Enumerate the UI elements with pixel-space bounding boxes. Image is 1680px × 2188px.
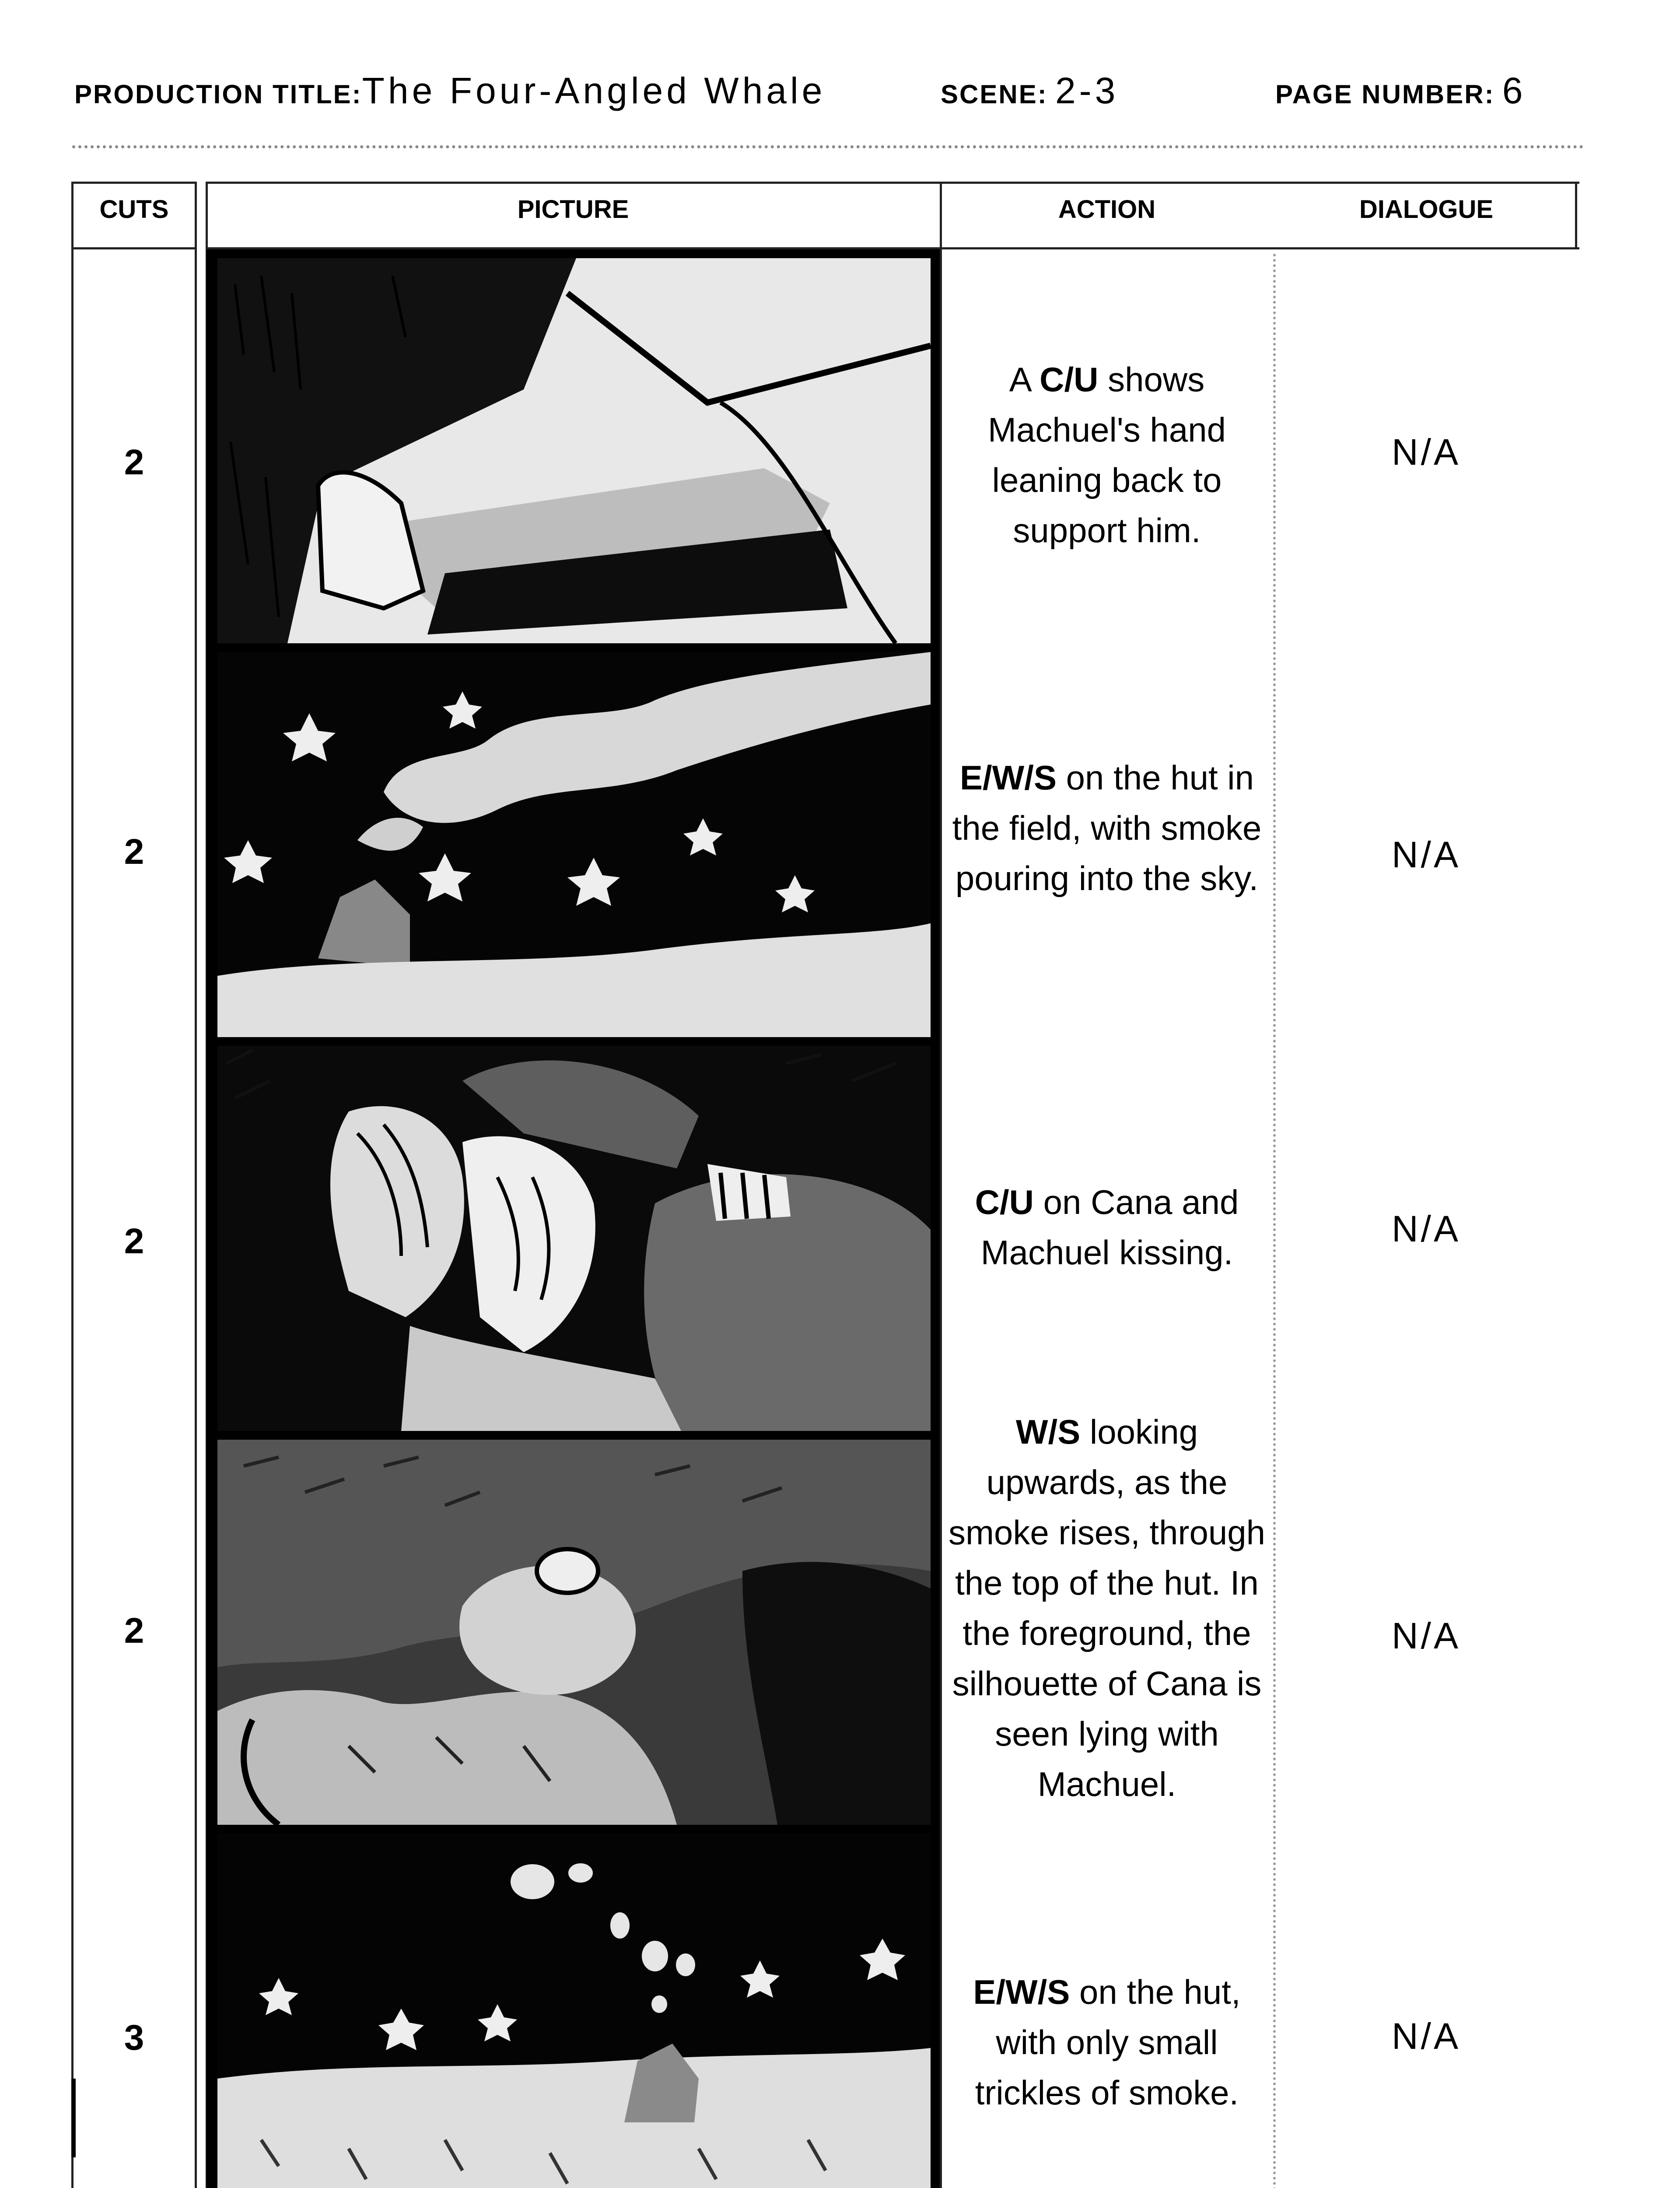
action-description: shows Machuel's hand leaning back to support him. xyxy=(988,360,1226,550)
column-header-dialogue: DIALOGUE xyxy=(1359,195,1494,224)
cut-number-5: 3 xyxy=(124,2018,144,2058)
dialogue-text-4: N/A xyxy=(1391,1615,1461,1656)
dialogue-text-2: N/A xyxy=(1391,834,1461,875)
shot-type: E/W/S xyxy=(959,758,1057,797)
picture-column-divider xyxy=(940,182,942,2188)
page-number xyxy=(1275,72,1526,109)
action-text-4 xyxy=(943,1407,1271,1809)
storyboard-frame-4 xyxy=(217,1440,931,1825)
dialogue-text-5: N/A xyxy=(1391,2016,1461,2057)
column-header-cuts: CUTS xyxy=(99,195,169,224)
storyboard-frame-1 xyxy=(217,258,931,643)
shot-type: C/U xyxy=(1040,360,1099,399)
action-text-2 xyxy=(943,753,1271,904)
scene-value: 2-3 xyxy=(1055,70,1119,111)
cut-number-3: 2 xyxy=(124,1221,144,1261)
page-number-label: PAGE NUMBER: xyxy=(1275,80,1495,109)
storyboard-frame-3 xyxy=(217,1046,931,1431)
action-text-1 xyxy=(943,354,1271,556)
page-number-value: 6 xyxy=(1502,70,1526,111)
scene-label: SCENE: xyxy=(941,80,1048,109)
action-description: on the hut, with only small trickles of smoke. xyxy=(975,1973,1241,2112)
shot-type: E/W/S xyxy=(973,1973,1070,2011)
action-description: on the hut in the field, with smoke pouring into the sky. xyxy=(952,758,1262,898)
action-text-3 xyxy=(943,1177,1271,1278)
action-description: looking upwards, as the smoke rises, through the top of the hut. In the foreground, the silhouette of Cana is seen lying with Machuel. xyxy=(948,1413,1265,1803)
column-header-action: ACTION xyxy=(1058,195,1156,224)
production-title-label: PRODUCTION TITLE: xyxy=(74,80,362,109)
action-prefix: A xyxy=(1009,360,1040,399)
cut-number-1: 2 xyxy=(124,442,144,482)
dialogue-text-1: N/A xyxy=(1391,431,1461,473)
column-header-picture: PICTURE xyxy=(517,195,629,224)
storyboard-frame-5 xyxy=(217,1834,931,2188)
shot-type: W/S xyxy=(1015,1413,1081,1451)
margin-mark xyxy=(71,2079,76,2157)
cut-number-4: 2 xyxy=(124,1611,144,1651)
shot-type: C/U xyxy=(975,1183,1034,1221)
header-divider xyxy=(72,145,1584,148)
scene xyxy=(941,72,1119,109)
storyboard-frame-2 xyxy=(217,652,931,1037)
production-title xyxy=(74,72,826,109)
dialogue-text-3: N/A xyxy=(1391,1208,1461,1249)
production-title-value: The Four-Angled Whale xyxy=(362,70,826,111)
cut-number-2: 2 xyxy=(124,832,144,872)
action-description: on Cana and Machuel kissing. xyxy=(980,1183,1239,1272)
cuts-header-divider xyxy=(71,247,197,249)
action-text-5 xyxy=(943,1967,1271,2118)
